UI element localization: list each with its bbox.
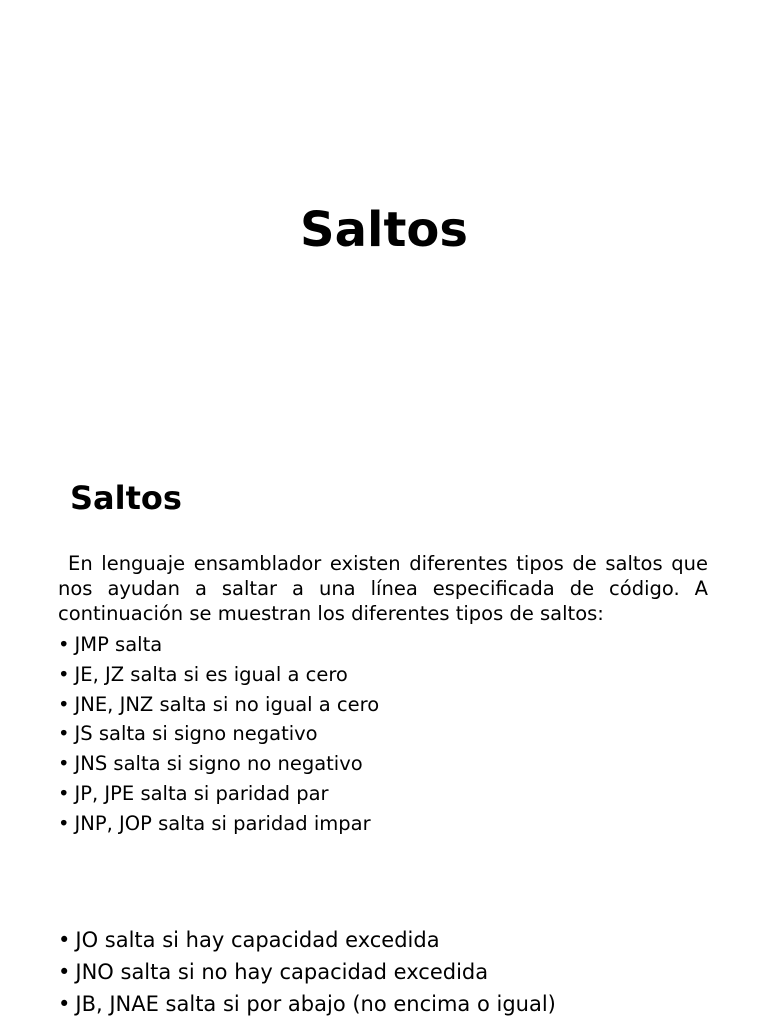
list-item-text: JNE, JNZ salta si no igual a cero [74, 692, 380, 716]
list-item [58, 956, 556, 988]
list-item [58, 809, 379, 839]
bullet-icon: • [58, 928, 71, 952]
list-item [58, 690, 379, 720]
list-item-text: JNO salta si no hay capacidad excedida [75, 960, 489, 984]
list-item-text: JS salta si signo negativo [74, 722, 318, 746]
bullet-icon: • [58, 662, 70, 686]
list-item [58, 749, 379, 779]
jump-list-secondary [58, 924, 556, 1020]
bullet-icon: • [58, 722, 70, 746]
bullet-icon: • [58, 992, 71, 1016]
section-heading: Saltos [70, 479, 182, 517]
list-item-text: JNS salta si signo no negativo [74, 752, 363, 776]
list-item-text: JB, JNAE salta si por abajo (no encima o igual) [75, 992, 556, 1016]
bullet-icon: • [58, 960, 71, 984]
list-item-text: JMP salta [74, 633, 163, 656]
slide-title: Saltos [300, 202, 468, 258]
list-item-text: JE, JZ salta si es igual a cero [74, 662, 348, 686]
list-item [58, 630, 379, 660]
list-item-text: JP, JPE salta si paridad par [74, 781, 329, 805]
intro-paragraph: En lenguaje ensamblador existen diferentes tipos de saltos que nos ayudan a saltar a una línea especificada de código. A continuación se muestran los diferentes tipos de saltos: [58, 552, 708, 625]
list-item-text: JNP, JOP salta si paridad impar [74, 811, 371, 835]
bullet-icon: • [58, 692, 70, 716]
bullet-icon: • [58, 781, 70, 805]
bullet-icon: • [58, 633, 70, 656]
list-item [58, 719, 379, 749]
list-item [58, 779, 379, 809]
list-item [58, 660, 379, 690]
bullet-icon: • [58, 811, 70, 835]
jump-list-primary [58, 630, 379, 839]
list-item [58, 924, 556, 956]
list-item [58, 988, 556, 1020]
bullet-icon: • [58, 752, 70, 776]
list-item-text: JO salta si hay capacidad excedida [75, 928, 440, 952]
